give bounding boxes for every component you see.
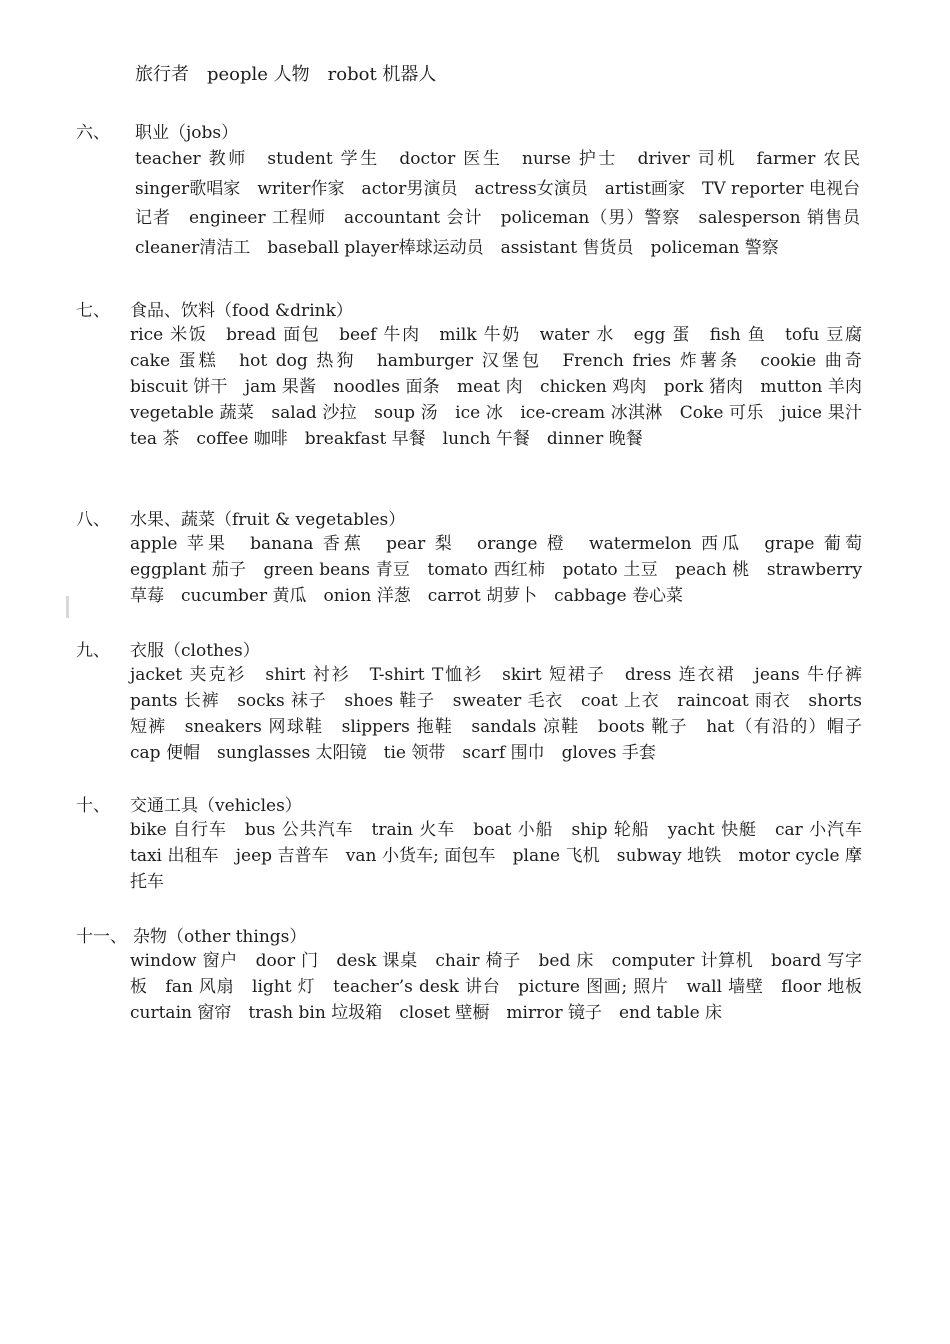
section-number: 十、 (76, 796, 110, 816)
section-title: 衣服（clothes） (130, 641, 260, 661)
section-title: 食品、饮料（food &drink） (130, 301, 353, 321)
intro-line: 旅行者 people 人物 robot 机器人 (135, 64, 437, 85)
section-body: apple 苹果 banana 香蕉 pear 梨 orange 橙 watermelon 西瓜 grape 葡萄 eggplant 茄子 green beans 青豆 tomato 西红柿 potato 土豆 peach 桃 strawberry 草莓 cucumber 黄瓜 onion 洋葱 carrot 胡萝卜 cabbage 卷心菜 (130, 534, 879, 606)
section-title: 水果、蔬菜（fruit & vegetables） (130, 510, 406, 530)
scan-artifact (66, 596, 69, 618)
section-body: rice 米饭 bread 面包 beef 牛肉 milk 牛奶 water 水 egg 蛋 fish 鱼 tofu 豆腐 cake 蛋糕 hot dog 热狗 hamburger 汉堡包 French fries 炸薯条 cookie 曲奇 biscuit 饼干 jam 果酱 noodles 面条 meat 肉 chicken 鸡肉 pork 猪肉 mutton 羊肉 vegetable 蔬菜 salad 沙拉 soup 汤 ice 冰 ice-cream 冰淇淋 Coke 可乐 juice 果汁 tea 茶 coffee 咖啡 breakfast 早餐 lunch 午餐 dinner 晚餐 (130, 325, 879, 449)
section-title: 职业（jobs） (135, 123, 239, 143)
section-body: bike 自行车 bus 公共汽车 train 火车 boat 小船 ship 轮船 yacht 快艇 car 小汽车 taxi 出租车 jeep 吉普车 van 小货车; 面包车 plane 飞机 subway 地铁 motor cycle 摩托车 (130, 820, 879, 892)
section-title: 交通工具（vehicles） (130, 796, 302, 816)
section-number: 七、 (76, 301, 110, 321)
section-body: window 窗户 door 门 desk 课桌 chair 椅子 bed 床 computer 计算机 board 写字板 fan 风扇 light 灯 teacher’s desk 讲台 picture 图画; 照片 wall 墙壁 floor 地板 curtain 窗帘 trash bin 垃圾箱 closet 壁橱 mirror 镜子 end table 床 (130, 951, 879, 1023)
section-number: 八、 (76, 510, 110, 530)
section-number: 六、 (76, 123, 110, 143)
section-body: teacher 教师 student 学生 doctor 医生 nurse 护士 driver 司机 farmer 农民 singer歌唱家 writer作家 actor男演员 actress女演员 artist画家 TV reporter 电视台记者 engineer 工程师 accountant 会计 policeman（男）警察 salesperson 销售员 cleaner清洁工 baseball player棒球运动员 assistant 售货员 policeman 警察 (135, 149, 877, 258)
section-number: 九、 (76, 641, 110, 661)
section-number: 十一、 (76, 927, 127, 947)
section-body: jacket 夹克衫 shirt 衬衫 T-shirt T恤衫 skirt 短裙子 dress 连衣裙 jeans 牛仔裤 pants 长裤 socks 袜子 shoes 鞋子 sweater 毛衣 coat 上衣 raincoat 雨衣 shorts 短裤 sneakers 网球鞋 slippers 拖鞋 sandals 凉鞋 boots 靴子 hat（有沿的）帽子 cap 便帽 sunglasses 太阳镜 tie 领带 scarf 围巾 gloves 手套 (130, 665, 879, 763)
section-title: 杂物（other things） (133, 927, 307, 947)
